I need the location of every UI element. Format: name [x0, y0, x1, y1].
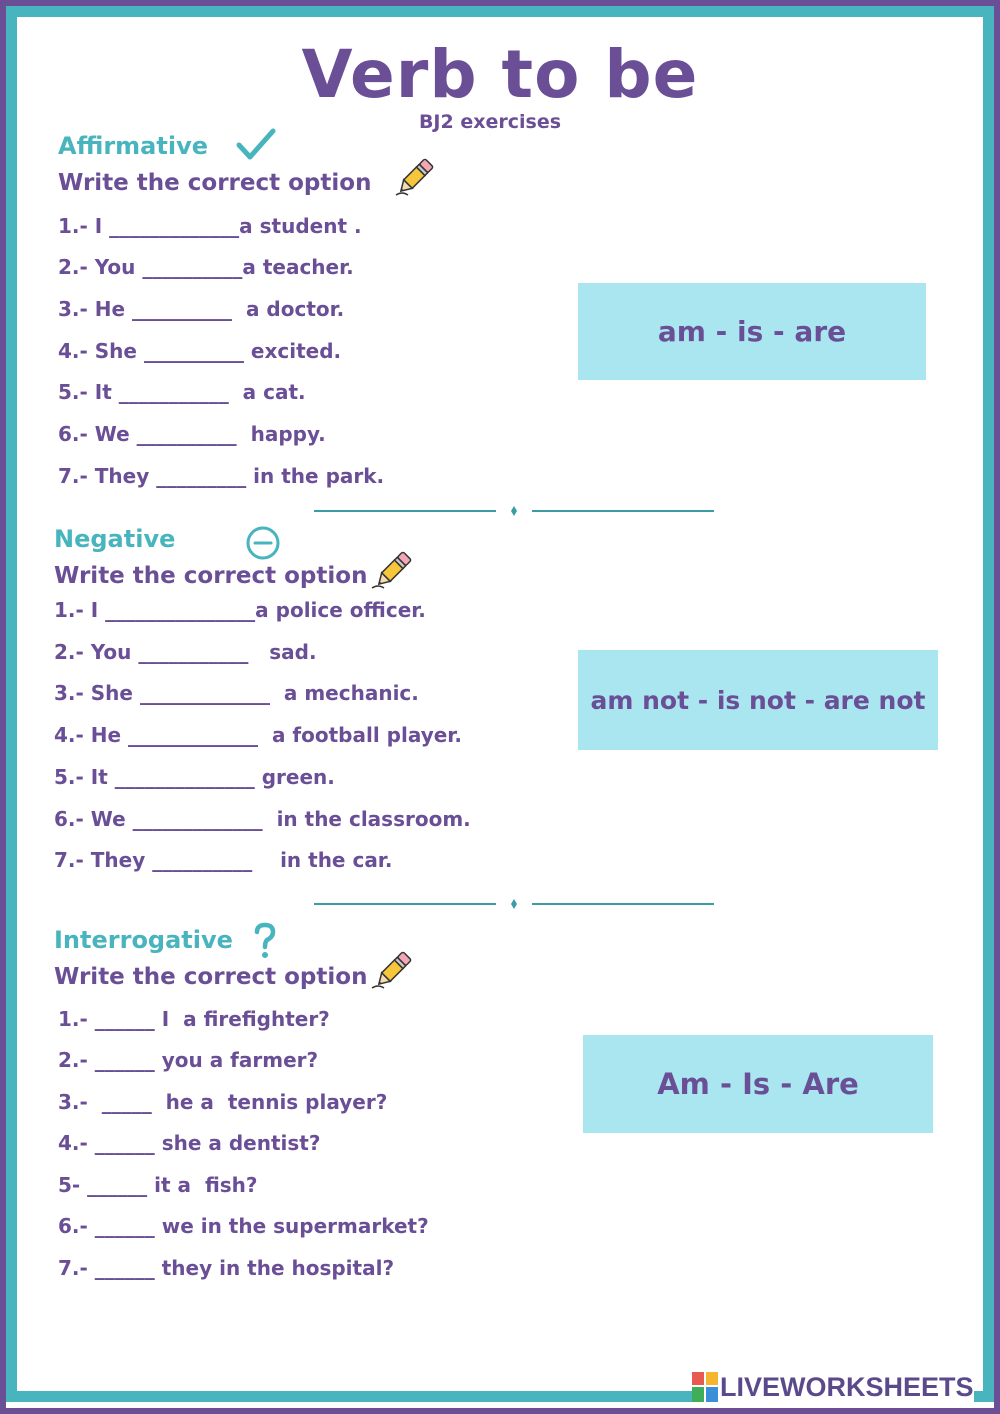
- list-item: 4.- She __________ excited.: [58, 339, 342, 363]
- list-item: 1.- ______ I a firefighter?: [58, 1007, 330, 1031]
- list-item: 2.- You __________a teacher.: [58, 255, 354, 279]
- section-divider: [314, 502, 714, 514]
- list-item: 4.- ______ she a dentist?: [58, 1131, 321, 1155]
- liveworksheets-logo: [692, 1370, 974, 1404]
- list-item: 1.- I _____________a student .: [58, 214, 362, 238]
- word-bank-affirmative: am - is - are: [578, 283, 926, 380]
- list-item: 2.- ______ you a farmer?: [58, 1048, 319, 1072]
- list-item: 3.- _____ he a tennis player?: [58, 1090, 388, 1114]
- list-item: 6.- ______ we in the supermarket?: [58, 1214, 429, 1238]
- pencil-icon: [368, 548, 418, 592]
- section-title-affirmative: Affirmative: [58, 132, 208, 160]
- list-item: 5.- It ___________ a cat.: [58, 380, 306, 404]
- liveworksheets-badge-icon: [692, 1372, 718, 1402]
- instruction-affirmative: Write the correct option: [58, 170, 372, 196]
- word-bank-negative: am not - is not - are not: [578, 650, 938, 750]
- instruction-interrogative: Write the correct option: [54, 964, 368, 990]
- list-item: 5- ______ it a fish?: [58, 1173, 258, 1197]
- list-item: 5.- It ______________ green.: [54, 765, 335, 789]
- word-bank-interrogative: Am - Is - Are: [583, 1035, 933, 1133]
- pencil-icon: [368, 948, 418, 992]
- list-item: 7.- They _________ in the park.: [58, 464, 385, 488]
- pencil-icon: [390, 155, 440, 199]
- instruction-negative: Write the correct option: [54, 563, 368, 589]
- list-item: 2.- You ___________ sad.: [54, 640, 317, 664]
- question-mark-icon: [252, 922, 278, 960]
- list-item: 7.- ______ they in the hospital?: [58, 1256, 395, 1280]
- list-item: 6.- We _____________ in the classroom.: [54, 807, 471, 831]
- list-item: 4.- He _____________ a football player.: [54, 723, 462, 747]
- list-item: 3.- She _____________ a mechanic.: [54, 681, 419, 705]
- page-title: Verb to be: [301, 36, 699, 113]
- page-subtitle: BJ2 exercises: [418, 111, 562, 133]
- section-divider: [314, 895, 714, 907]
- section-title-negative: Negative: [54, 525, 176, 553]
- list-item: 3.- He __________ a doctor.: [58, 297, 345, 321]
- list-item: 6.- We __________ happy.: [58, 422, 326, 446]
- section-title-interrogative: Interrogative: [54, 926, 233, 954]
- list-item: 7.- They __________ in the car.: [54, 848, 393, 872]
- logo-text: LIVEWORKSHEETS: [720, 1372, 974, 1402]
- list-item: 1.- I _______________a police officer.: [54, 598, 426, 622]
- check-icon: [236, 128, 276, 162]
- minus-circle-icon: [245, 525, 281, 561]
